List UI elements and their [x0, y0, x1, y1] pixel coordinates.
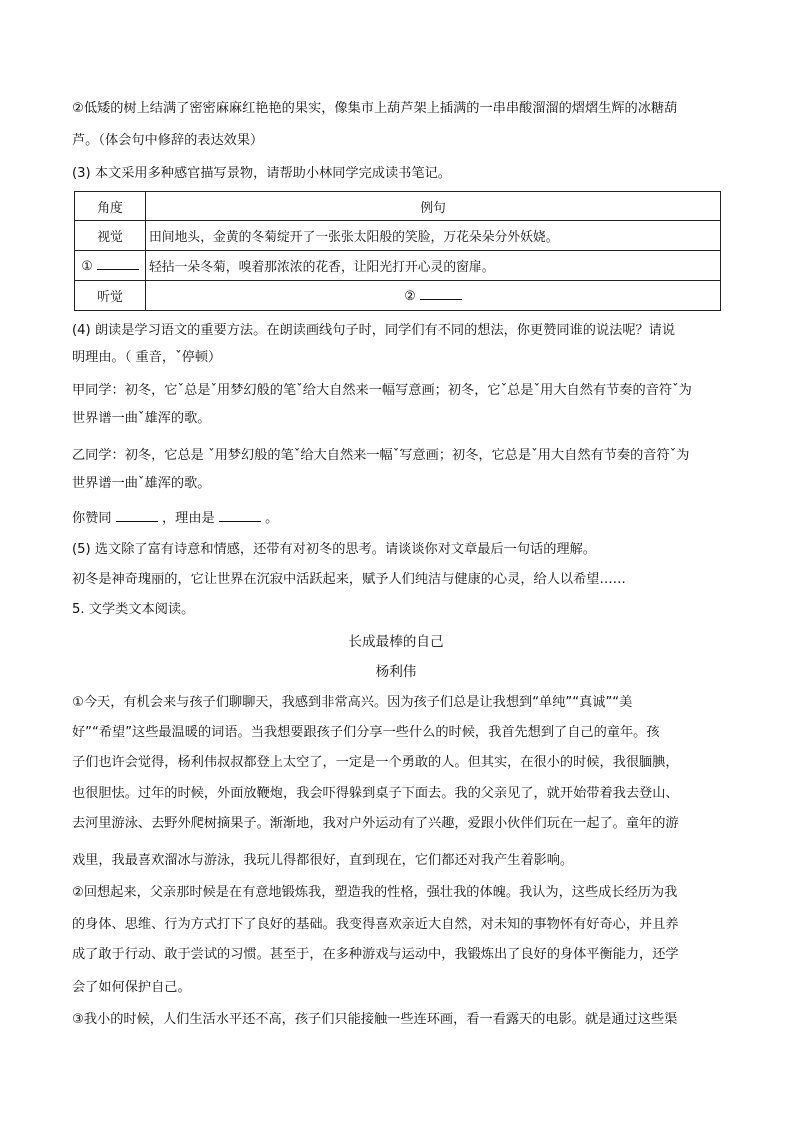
p1-line: 也很胆怯。过年的时候，外面放鞭炮，我会吓得躲到桌子下面去。我的父亲见了，就开始带着我去登山、 [72, 786, 679, 801]
row-example-blank[interactable] [146, 281, 721, 311]
p1-line: 戏里，我最喜欢溜冰与游泳，我玩儿得都很好，直到现在，它们都还对我产生着影响。 [72, 853, 574, 868]
q2-line-2: 芦。（体会句中修辞的表达效果） [72, 133, 264, 148]
answer-blank-2[interactable] [420, 287, 462, 300]
table-row [75, 251, 721, 281]
q4-line-1: (4) 朗读是学习语文的重要方法。在朗读画线句子时，同学们有不同的想法，你更赞同谁的说法呢？请说 [72, 323, 676, 338]
p3-line: ③我小的时候，人们生活水平还不高，孩子们只能接触一些连环画，看一看露天的电影。就是通过这些渠 [72, 1012, 678, 1027]
answer-prefix: 你赞同 [72, 511, 112, 526]
p1-line: 好”“希望”这些最温暖的词语。当我想要跟孩子们分享一些什么的时候，我首先想到了自己的童年。孩 [72, 725, 660, 740]
answer-middle: ，理由是 [161, 511, 215, 526]
q3-prompt: (3) 本文采用多种感官描写景物，请帮助小林同学完成读书笔记。 [72, 166, 451, 181]
jia-line-1: 甲同学：初冬，它ˇ总是ˇ用梦幻般的笔ˇ给大自然来一幅写意画；初冬，它ˇ总是ˇ用大自然有节奏的音符ˇ为 [72, 383, 692, 398]
section-5-heading: 5. 文学类文本阅读。 [72, 602, 195, 617]
blank-marker: ② [404, 289, 416, 304]
row-example: 轻拈一朵冬菊，嗅着那浓浓的花香，让阳光打开心灵的窗扉。 [146, 251, 721, 281]
p1-line: 子们也许会觉得，杨利伟叔叔都登上太空了，一定是一个勇敢的人。但其实，在很小的时候，我很腼腆， [72, 755, 679, 770]
p2-line: ②回想起来，父亲那时候是在有意地锻炼我，塑造我的性格，强壮我的体魄。我认为，这些成长经历为我 [72, 885, 678, 900]
p2-line: 成了敢于行动、敢于尝试的习惯。甚至于，在多种游戏与运动中，我锻炼出了良好的身体平衡能力，还学 [72, 947, 679, 962]
blank-marker: ① [81, 259, 93, 274]
p1-line: 去河里游泳、去野外爬树摘果子。渐渐地，我对户外运动有了兴趣，爱跟小伙伴们玩在一起了。童年的游 [72, 816, 679, 831]
row-angle-blank[interactable] [75, 251, 146, 281]
yi-line-2: 世界谱一曲ˇ雄浑的歌。 [72, 476, 211, 491]
yi-line-1: 乙同学：初冬，它总是 ˇ用梦幻般的笔ˇ给大自然来一幅ˇ写意画；初冬，它总是ˇ用大自然有节奏的音符ˇ为 [72, 448, 690, 463]
row-angle: 视觉 [75, 221, 146, 251]
agree-blank[interactable] [116, 509, 158, 522]
answer-suffix: 。 [265, 511, 279, 526]
p2-line: 会了如何保护自己。 [72, 980, 191, 995]
reading-notes-table [74, 191, 721, 311]
row-angle: 听觉 [75, 281, 146, 311]
q4-line-2: 明理由。（ 重音，ˇ停顿） [72, 350, 222, 365]
header-example: 例句 [146, 192, 721, 221]
row-example: 田间地头，金黄的冬菊绽开了一张张太阳般的笑脸，万花朵朵分外妖娆。 [146, 221, 721, 251]
q2-line-1: ②低矮的树上结满了密密麻麻红艳艳的果实，像集市上葫芦架上插满的一串串酸溜溜的熠熠生辉的冰糖葫 [72, 101, 678, 116]
q5-prompt: (5) 选文除了富有诗意和情感，还带有对初冬的思考。请谈谈你对文章最后一句话的理解。 [72, 542, 596, 557]
table-header-row [75, 192, 721, 221]
p2-line: 的身体、思维、行为方式打下了良好的基础。我变得喜欢亲近大自然，对未知的事物怀有好奇心，并且养 [72, 917, 679, 932]
q5-quote: 初冬是神奇瑰丽的，它让世界在沉寂中活跃起来，赋予人们纯洁与健康的心灵，给人以希望…… [72, 572, 626, 587]
answer-blank-1[interactable] [97, 257, 139, 270]
reason-blank[interactable] [219, 509, 261, 522]
p1-line: ①今天，有机会来与孩子们聊聊天，我感到非常高兴。因为孩子们总是让我想到“单纯”“真诚”“美 [72, 695, 633, 710]
table-row [75, 221, 721, 251]
table-row [75, 281, 721, 311]
header-angle: 角度 [75, 192, 146, 221]
answer-line [72, 509, 720, 529]
essay-author: 杨利伟 [375, 664, 417, 680]
jia-line-2: 世界谱一曲ˇ雄浑的歌。 [72, 411, 211, 426]
essay-title: 长成最棒的自己 [348, 634, 444, 650]
